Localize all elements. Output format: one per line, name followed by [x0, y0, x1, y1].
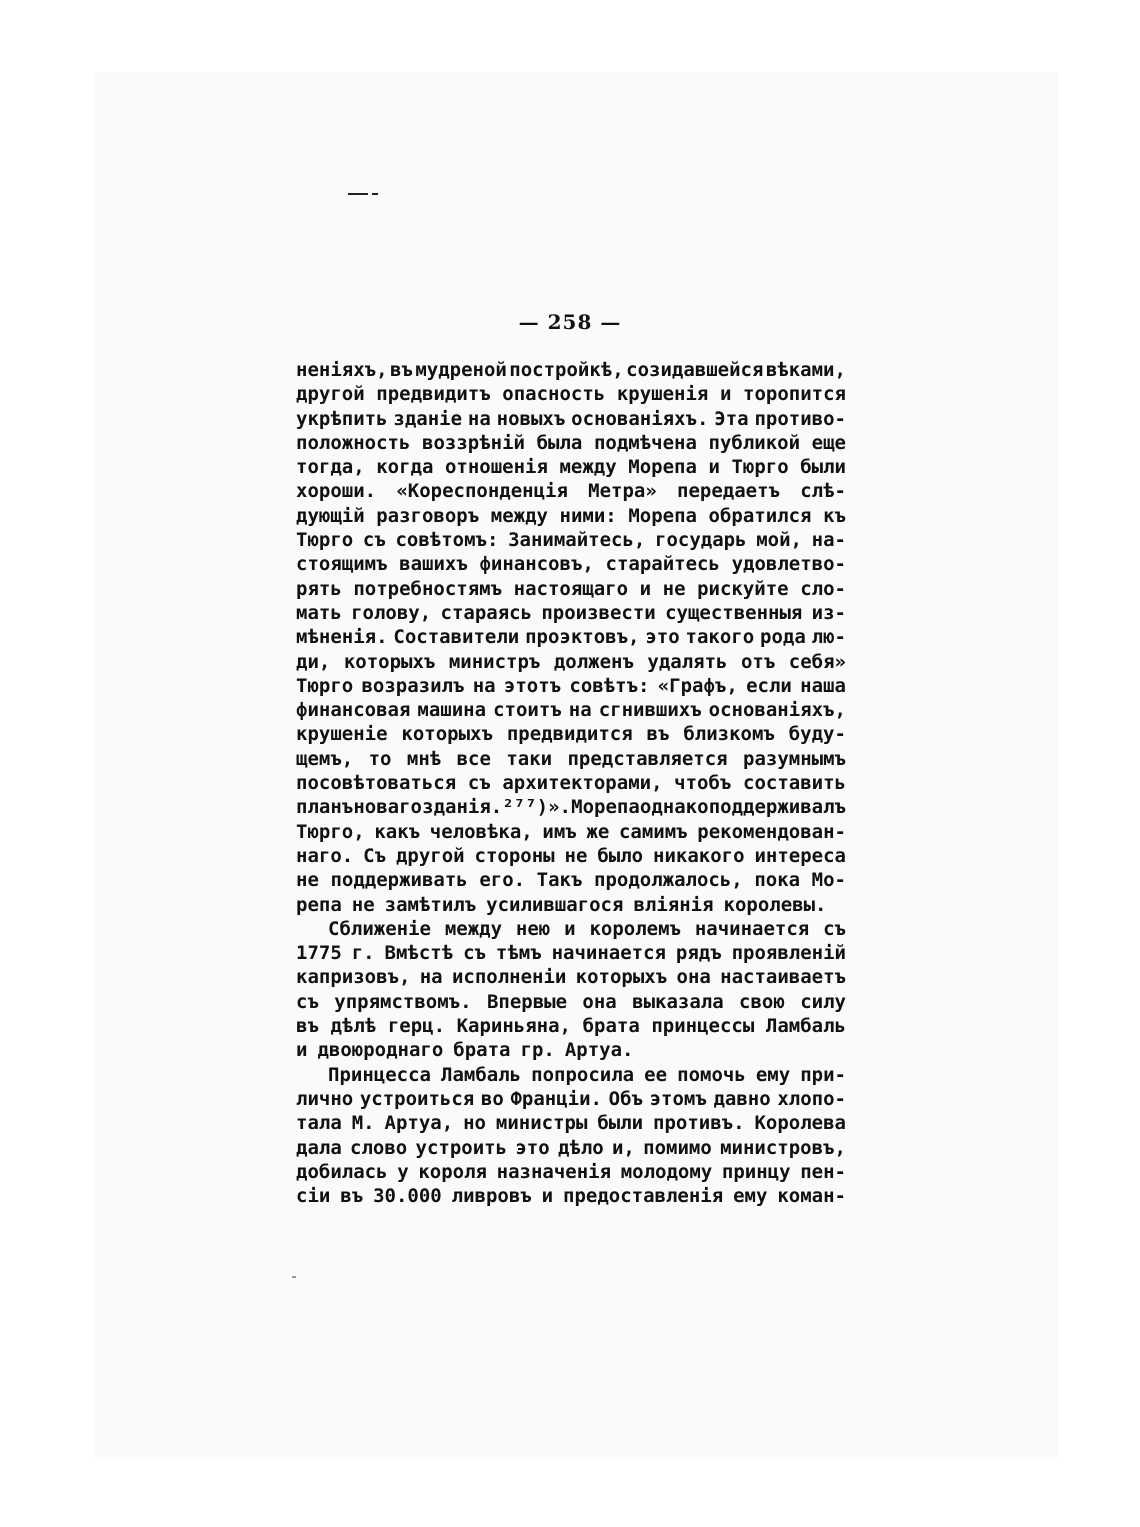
word: государь — [655, 529, 747, 552]
word: Кариньяна, — [456, 1015, 571, 1038]
word: усилившагося — [486, 893, 624, 916]
word: рекомендован- — [697, 820, 846, 843]
word: между — [559, 456, 617, 479]
word: сло- — [800, 577, 846, 600]
word: министръ — [448, 650, 541, 673]
word: поддерживать — [330, 869, 468, 892]
word: которыхъ — [343, 650, 436, 673]
word: Ламбаль — [441, 1063, 522, 1086]
word: никакого — [653, 844, 745, 867]
page-number: — 258 — — [518, 310, 622, 334]
word: же — [586, 820, 610, 843]
word: зданія. — [422, 796, 503, 819]
word: зданіе — [393, 407, 463, 430]
word: помочь — [677, 1063, 746, 1086]
word: рискуйте — [697, 577, 789, 600]
word: какъ — [374, 820, 421, 843]
word: мѣненія. — [296, 626, 388, 649]
text-line — [296, 844, 846, 868]
word: представляется — [567, 747, 728, 770]
word: Франціи. — [510, 1087, 602, 1110]
word: брата — [582, 1015, 640, 1038]
scan-mark — [348, 189, 384, 199]
word: дѣлѣ — [330, 1015, 377, 1038]
word: ее — [644, 1063, 668, 1086]
word: отношенія — [444, 456, 548, 479]
word: возразилъ — [361, 674, 465, 697]
word: 1775 — [296, 942, 342, 965]
word: молодому — [620, 1160, 713, 1183]
text-line — [296, 1160, 846, 1184]
word: предвидитъ — [376, 383, 491, 406]
word: мнѣ — [406, 747, 442, 770]
word: дующій — [296, 504, 365, 527]
text-line — [296, 1111, 846, 1135]
text-line — [296, 1184, 846, 1208]
word: вашихъ — [399, 553, 468, 576]
text-line — [296, 528, 846, 552]
text-line — [296, 552, 846, 576]
word: рять — [296, 577, 342, 600]
word: голову, — [351, 601, 432, 624]
word: составить — [743, 772, 846, 795]
text-line — [296, 455, 846, 479]
word: неніяхъ, — [296, 359, 388, 381]
word: было — [597, 844, 644, 867]
word: слѣ- — [800, 480, 846, 503]
word: рядъ — [675, 942, 722, 965]
word: отъ — [740, 650, 776, 673]
word: стороны — [474, 844, 555, 867]
word: не — [564, 844, 588, 867]
word: Артуа. — [564, 1039, 634, 1062]
word: не — [351, 893, 375, 916]
word: и — [564, 917, 576, 940]
word: въ — [340, 1185, 364, 1208]
word: Тюрго — [731, 456, 789, 479]
word: герц. — [387, 1015, 446, 1038]
word: мой, — [756, 529, 802, 552]
word: продолжалось, — [594, 869, 743, 892]
word: стараясь — [440, 601, 533, 624]
word: Артуа, — [384, 1112, 454, 1135]
word: близкомъ — [683, 723, 775, 746]
word: опасность — [502, 383, 606, 406]
word: этомъ — [649, 1087, 707, 1110]
word: передаетъ — [677, 480, 780, 503]
word: съ — [467, 772, 491, 795]
word: во — [480, 1087, 504, 1110]
word: долженъ — [553, 650, 634, 673]
word: то — [368, 747, 392, 770]
word: она — [676, 966, 711, 989]
word: Принцесса — [328, 1063, 431, 1086]
word: съ — [463, 942, 486, 965]
word: на — [568, 699, 592, 722]
word: и — [541, 1185, 554, 1208]
word: «Графъ, — [657, 674, 738, 697]
word: финансовая — [296, 699, 411, 722]
text-line — [296, 1038, 846, 1062]
word: торопится — [743, 383, 846, 406]
word: воззрѣній — [422, 431, 525, 454]
word: вліянія — [633, 893, 714, 916]
word: совѣтъ: — [569, 674, 650, 697]
word: наго. — [296, 844, 354, 867]
text-line — [296, 1063, 846, 1087]
word: на — [419, 966, 443, 989]
word: слово — [350, 1136, 408, 1159]
word: королемъ — [589, 917, 681, 940]
word: Ламбаль — [765, 1015, 846, 1038]
word: постройкѣ, — [509, 359, 624, 381]
word: Сближеніе — [328, 917, 431, 940]
word: стоящимъ — [296, 553, 388, 576]
word: капризовъ, — [296, 966, 411, 989]
text-line — [296, 1136, 846, 1160]
word: между — [444, 917, 503, 940]
word: совѣтомъ: — [395, 529, 499, 552]
word: въ — [646, 723, 670, 746]
word: ливровъ — [451, 1185, 532, 1208]
word: лю- — [811, 626, 846, 649]
word: этотъ — [503, 674, 562, 697]
word: публикой — [708, 431, 801, 454]
text-line — [296, 990, 846, 1014]
word: и — [296, 1039, 308, 1062]
word: щемъ, — [296, 747, 354, 770]
word: все — [456, 747, 491, 770]
word: это — [645, 626, 680, 649]
word: лично — [296, 1087, 354, 1110]
text-line — [296, 1087, 846, 1111]
word: при- — [800, 1063, 846, 1086]
word: мудреной — [415, 359, 507, 381]
word: начинается — [694, 917, 810, 940]
word: другой — [296, 383, 365, 406]
word: помимо — [643, 1136, 712, 1159]
word: настоящаго — [513, 577, 629, 600]
word: чтобъ — [674, 772, 732, 795]
scan-dash — [372, 193, 378, 195]
word: укрѣпить — [296, 407, 388, 430]
word: из- — [811, 601, 846, 624]
word: и — [639, 577, 652, 600]
word: это — [515, 1136, 550, 1159]
word: наша — [800, 674, 846, 697]
word: съ — [823, 917, 846, 940]
word: буду- — [788, 723, 846, 746]
word: существенныя — [665, 601, 803, 624]
word: однако — [639, 796, 709, 819]
word: проэктовъ, — [525, 626, 640, 649]
word: была — [536, 431, 583, 454]
word: человѣка, — [429, 820, 533, 843]
text-line — [296, 382, 846, 406]
word: она — [582, 990, 617, 1013]
word: если — [746, 674, 792, 697]
word: ему — [733, 1185, 768, 1208]
text-line — [296, 577, 846, 601]
word: предоставленія — [563, 1185, 724, 1208]
word: Морепа — [628, 456, 697, 479]
word: подмѣчена — [593, 431, 697, 454]
word: архитекторами, — [502, 772, 663, 795]
text-line — [296, 941, 846, 965]
word: рода — [760, 626, 806, 649]
word: Объ — [608, 1087, 643, 1110]
word: машина — [417, 699, 487, 722]
word: еще — [811, 431, 846, 454]
word: добилась — [296, 1160, 388, 1183]
word: Составители — [393, 626, 520, 649]
word: силу — [800, 990, 846, 1013]
word: ди, — [296, 650, 331, 673]
word: противо- — [754, 407, 846, 430]
text-line — [296, 698, 846, 722]
word: выказала — [632, 990, 724, 1013]
word: принцессы — [651, 1015, 755, 1038]
word: удовлетво- — [731, 553, 846, 576]
text-line — [296, 820, 846, 844]
word: не — [662, 577, 686, 600]
word: короля — [418, 1160, 487, 1183]
word: противъ. — [653, 1112, 745, 1135]
word: Мо- — [811, 869, 846, 892]
word: его. — [479, 869, 526, 892]
word: были — [800, 456, 846, 479]
text-line — [296, 431, 846, 455]
word: посовѣтоваться — [296, 772, 457, 795]
word: Впервые — [486, 990, 568, 1013]
word: королевы. — [723, 893, 827, 916]
word: крушеніе — [296, 723, 388, 746]
word: и, — [611, 1136, 635, 1159]
word: финансовъ, — [479, 553, 594, 576]
word: Морепа — [628, 504, 697, 527]
word: къ — [823, 504, 846, 527]
word: основаніяхъ. — [571, 407, 709, 430]
text-line — [296, 771, 846, 795]
word: Эта — [714, 407, 749, 430]
word: коман- — [777, 1185, 846, 1208]
word: въ — [296, 1015, 319, 1038]
word: Такъ — [536, 869, 583, 892]
word: произвести — [541, 601, 656, 624]
word: удалять — [647, 650, 728, 673]
word: назначенія — [496, 1160, 612, 1183]
word: созидавшейся — [626, 359, 764, 381]
word: съ — [362, 529, 386, 552]
word: стоитъ — [493, 699, 562, 722]
word: разумнымъ — [743, 747, 846, 770]
text-line — [296, 504, 846, 528]
word: Съ — [363, 844, 387, 867]
word: давно — [713, 1087, 771, 1110]
word: не — [296, 869, 319, 892]
word: которыхъ — [575, 966, 668, 989]
word: но — [463, 1112, 486, 1135]
word: Тюрго — [296, 674, 354, 697]
word: министровъ, — [720, 1136, 846, 1159]
word: гр. — [520, 1039, 555, 1062]
word: исполненіи — [451, 966, 567, 989]
word: дѣло — [557, 1136, 604, 1159]
text-line — [296, 407, 846, 431]
text-line — [296, 795, 846, 819]
word: имъ — [542, 820, 577, 843]
word: предвидится — [506, 723, 633, 746]
word: такого — [685, 626, 755, 649]
word: ²⁷⁷)». — [502, 796, 571, 819]
word: «Кореспонденція — [396, 480, 568, 503]
word: основаніяхъ, — [708, 699, 846, 722]
word: настаиваетъ — [720, 966, 846, 989]
text-line — [296, 674, 846, 698]
word: тѣмъ — [495, 942, 542, 965]
word: замѣтилъ — [384, 893, 477, 916]
word: на- — [811, 529, 846, 552]
word: двоюроднаго — [317, 1039, 444, 1062]
word: проявленій — [731, 942, 846, 965]
word: министры — [495, 1112, 588, 1135]
word: Тюрго, — [296, 820, 365, 843]
word: тала — [296, 1112, 342, 1135]
word: 30.000 — [373, 1185, 442, 1208]
word: и — [708, 456, 720, 479]
word: поддерживалъ — [708, 796, 846, 819]
word: на — [467, 407, 491, 430]
word: между — [490, 504, 548, 527]
word: тогда, — [296, 456, 365, 479]
word: старайтесь — [605, 553, 720, 576]
word: пен- — [800, 1160, 846, 1183]
text-line — [296, 479, 846, 503]
word: устроиться — [359, 1087, 475, 1110]
word: новаго — [353, 796, 422, 819]
word: Вмѣстѣ — [384, 942, 454, 965]
text-line — [296, 747, 846, 771]
word: Метра» — [588, 480, 657, 503]
word: планъ — [296, 796, 354, 819]
text-line — [296, 625, 846, 649]
word: мать — [296, 601, 342, 624]
scan-dash — [348, 193, 368, 195]
word: Тюрго — [296, 529, 354, 552]
word: разговоръ — [376, 504, 480, 527]
word: Морепа — [571, 796, 640, 819]
word: свою — [739, 990, 785, 1013]
word: интереса — [754, 844, 846, 867]
text-line — [296, 358, 846, 382]
text-line — [296, 1014, 846, 1038]
body-text — [296, 358, 846, 1208]
word: и — [719, 383, 732, 406]
word: когда — [376, 456, 434, 479]
word: репа — [296, 893, 342, 916]
text-line — [296, 893, 846, 917]
word: таки — [506, 747, 553, 770]
word: ними: — [559, 504, 617, 527]
text-line — [296, 965, 846, 989]
word: у — [397, 1160, 409, 1183]
word: Королева — [754, 1112, 846, 1135]
text-line — [296, 722, 846, 746]
word: самимъ — [618, 820, 688, 843]
word: другой — [395, 844, 465, 867]
word: съ — [296, 990, 319, 1013]
word: ему — [755, 1063, 791, 1086]
word: хороши. — [296, 480, 377, 503]
word: крушенія — [616, 383, 709, 406]
word: брата — [453, 1039, 511, 1062]
text-line — [296, 917, 846, 941]
word: сіи — [296, 1185, 331, 1208]
scan-speck — [292, 1276, 296, 1278]
word: были — [597, 1112, 644, 1135]
word: М. — [351, 1112, 375, 1135]
word: нею — [515, 917, 551, 940]
text-line — [296, 650, 846, 674]
word: въ — [389, 359, 413, 381]
word: Занимайтесь, — [508, 529, 646, 552]
word: упрямствомъ. — [334, 990, 472, 1013]
word: вѣками, — [765, 359, 846, 381]
word: устроить — [415, 1136, 508, 1159]
word: г. — [351, 942, 375, 965]
word: обратился — [708, 504, 812, 527]
text-line — [296, 601, 846, 625]
word: себя» — [788, 650, 846, 673]
word: начинается — [551, 942, 666, 965]
word: пока — [754, 869, 801, 892]
word: которыхъ — [401, 723, 493, 746]
word: потребностямъ — [353, 577, 503, 600]
text-line — [296, 868, 846, 892]
word: хлопо- — [777, 1087, 846, 1110]
word: положность — [296, 431, 411, 454]
word: на — [472, 674, 496, 697]
word: новыхъ — [496, 407, 566, 430]
word: принцу — [721, 1160, 791, 1183]
word: попросила — [531, 1063, 635, 1086]
word: дала — [296, 1136, 342, 1159]
word: сгнившихъ — [598, 699, 702, 722]
